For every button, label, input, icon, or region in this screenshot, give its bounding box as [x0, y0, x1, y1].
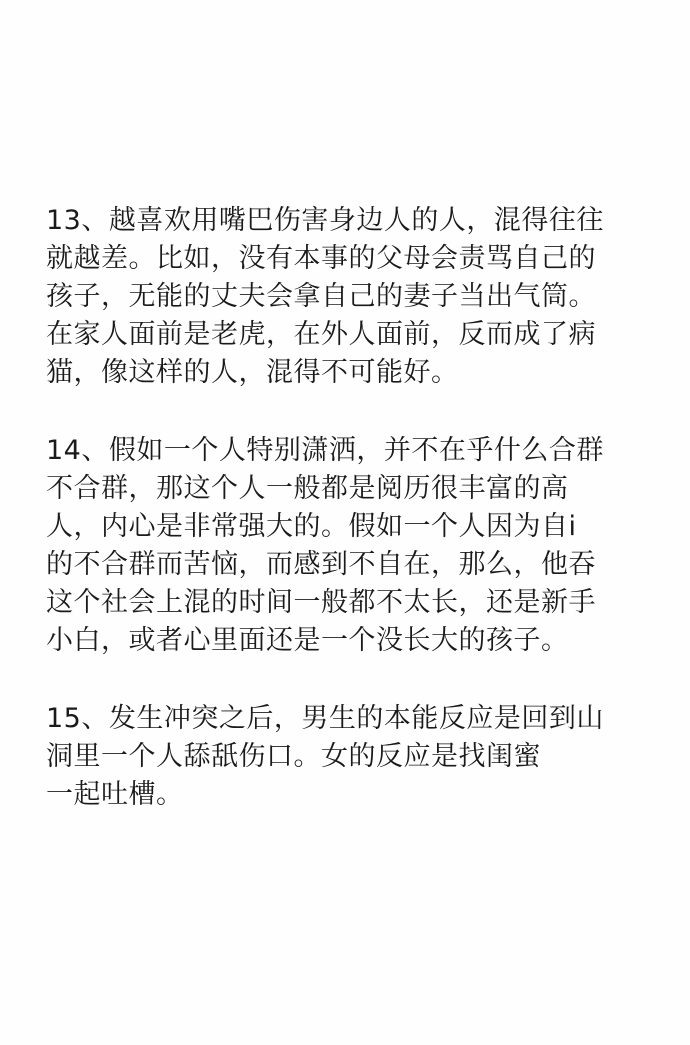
- text-line: 14、假如一个人特别潇洒，并不在乎什么合群: [46, 435, 604, 466]
- text-line: 的不合群而苦恼，而感到不自在，那么，他吞: [46, 549, 596, 580]
- text-line: 小白，或者心里面还是一个没长大的孩子。: [46, 625, 569, 656]
- text-line: 就越差。比如，没有本事的父母会责骂自己的: [46, 243, 596, 274]
- text-line: 不合群，那这个人一般都是阅历很丰富的高: [46, 473, 569, 504]
- text-line: 孩子，无能的丈夫会拿自己的妻子当出气筒。: [46, 281, 596, 312]
- paragraph-13: [46, 202, 646, 392]
- paragraph-14: [46, 432, 646, 660]
- document-body: [46, 202, 646, 854]
- text-line: 在家人面前是老虎，在外人面前，反而成了病: [46, 319, 596, 350]
- paragraph-15: [46, 700, 646, 814]
- text-line: 猫，像这样的人，混得不可能好。: [46, 357, 459, 388]
- text-line: 一起吐槽。: [46, 779, 184, 810]
- text-line: 15、发生冲突之后，男生的本能反应是回到山: [46, 703, 604, 734]
- text-line: 这个社会上混的时间一般都不太长，还是新手: [46, 587, 596, 618]
- text-line: 洞里一个人舔舐伤口。女的反应是找闺蜜: [46, 741, 541, 772]
- text-line: 13、越喜欢用嘴巴伤害身边人的人，混得往往: [46, 205, 604, 236]
- text-line: 人，内心是非常强大的。假如一个人因为自i: [46, 511, 577, 542]
